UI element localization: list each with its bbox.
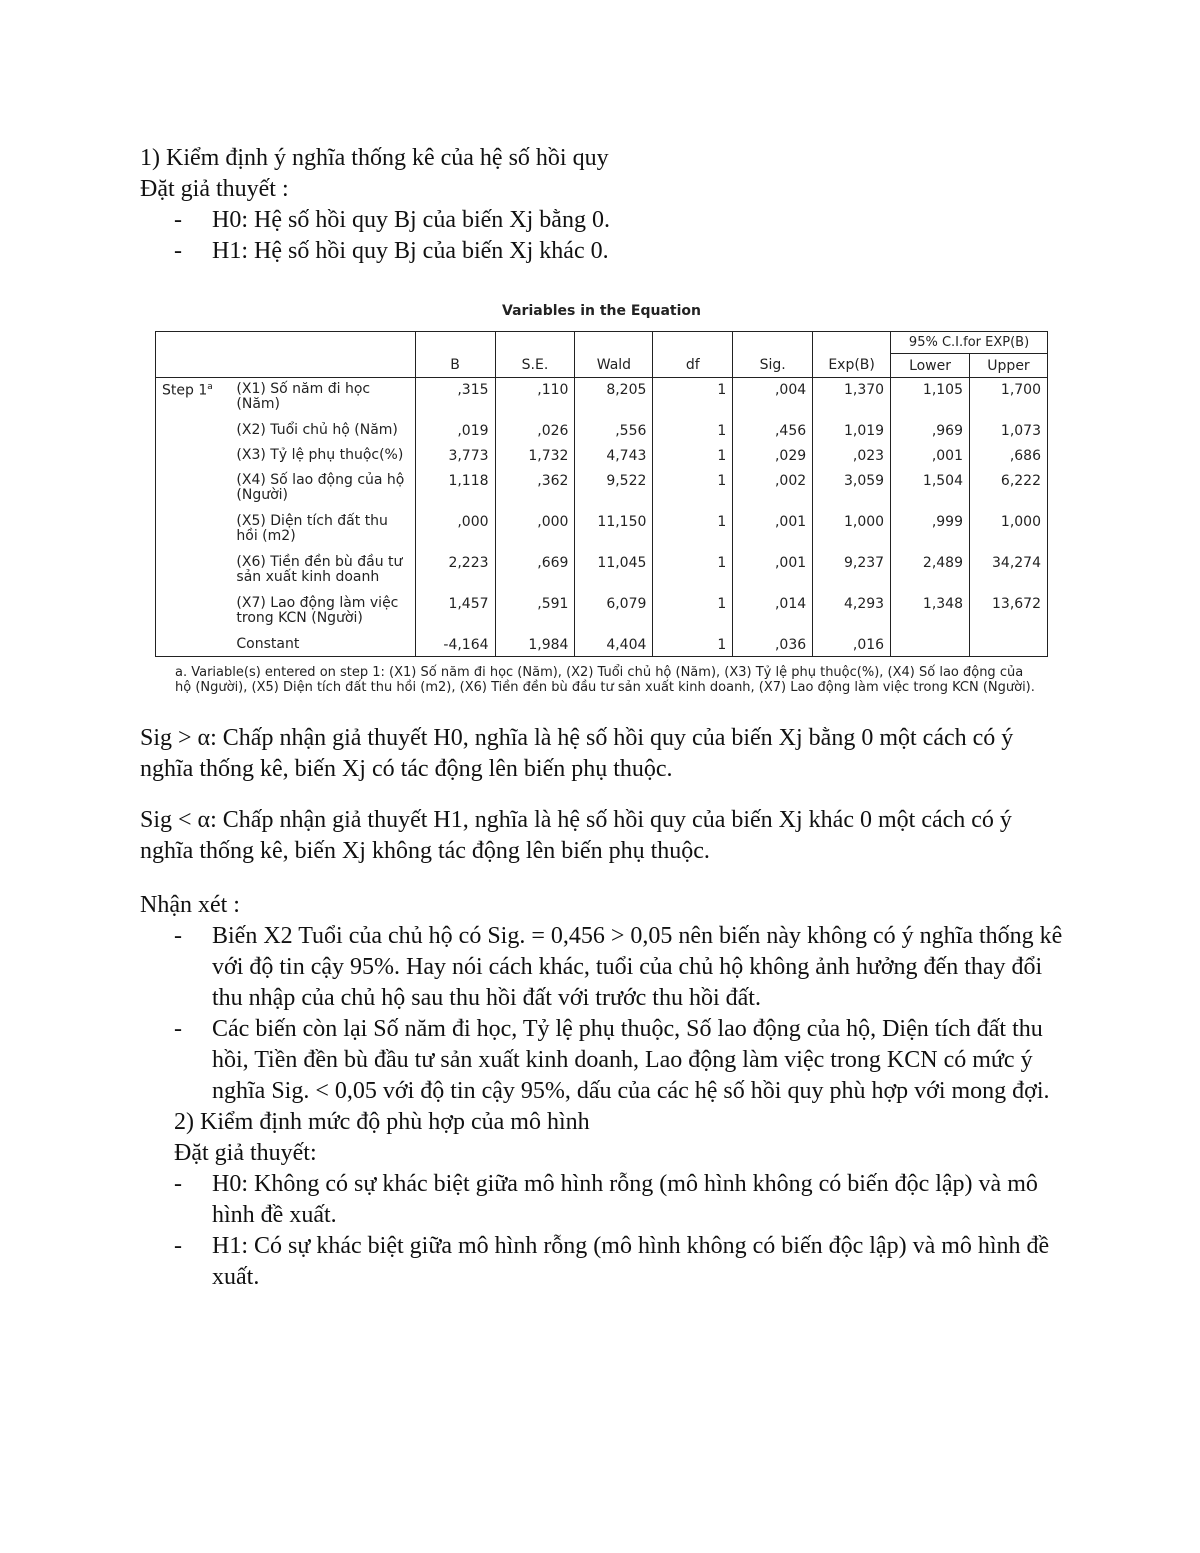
table-cell: ,000 xyxy=(415,510,495,551)
table-cell: 4,293 xyxy=(813,592,891,633)
table-cell: ,969 xyxy=(891,419,970,444)
table-row xyxy=(156,592,1048,633)
hypothesis-h1: - H1: Hệ số hồi quy Bj của biến Xj khác 0. xyxy=(140,236,1070,267)
table-cell: 3,773 xyxy=(415,444,495,469)
col-header-df: df xyxy=(653,332,733,378)
rule-h0: Sig > α: Chấp nhận giả thuyết H0, nghĩa là hệ số hồi quy của biến Xj bằng 0 một cách có ý nghĩa thống kê, biến Xj có tác động lên biến phụ thuộc. xyxy=(140,725,1014,782)
hypothesis-h0: - H0: Không có sự khác biệt giữa mô hình rỗng (mô hình không có biến độc lập) và mô hình đề xuất. xyxy=(140,1169,1070,1231)
table-cell: ,001 xyxy=(733,510,813,551)
table-cell: 1,348 xyxy=(891,592,970,633)
table-cell: 1 xyxy=(653,378,733,419)
table-cell: ,004 xyxy=(733,378,813,419)
row-label: (X6) Tiền đền bù đầu tư sản xuất kinh doanh xyxy=(236,553,403,585)
remark-item: - Các biến còn lại Số năm đi học, Tỷ lệ phụ thuộc, Số lao động của hộ, Diện tích đất thu hồi, Tiền đền bù đầu tư sản xuất kinh doanh, Lao động làm việc trong KCN có mức ý nghĩa Sig. < 0,05 với độ tin cậy 95%, dấu của các hệ số hồi quy phù hợp với mong đợi. xyxy=(140,1014,1070,1107)
table-row xyxy=(156,444,1048,469)
table-cell: 1 xyxy=(653,444,733,469)
table-cell xyxy=(970,633,1048,657)
remark-item: - Biến X2 Tuổi của chủ hộ có Sig. = 0,456 > 0,05 nên biến này không có ý nghĩa thống kê với độ tin cậy 95%. Hay nói cách khác, tuổi của chủ hộ không ảnh hưởng đến thay đổi thu nhập của chủ hộ sau thu hồi đất với trước thu hồi đất. xyxy=(140,921,1070,1014)
table-cell: 1 xyxy=(653,469,733,510)
section-1-heading: 1) Kiểm định ý nghĩa thống kê của hệ số hồi quy xyxy=(140,145,609,171)
table-row xyxy=(156,378,1048,419)
table-cell: 4,743 xyxy=(575,444,653,469)
table-cell: ,023 xyxy=(813,444,891,469)
table-cell: 13,672 xyxy=(970,592,1048,633)
remarks-list xyxy=(140,921,1070,1107)
table-cell: ,016 xyxy=(813,633,891,657)
table-cell: 1,732 xyxy=(495,444,575,469)
table-cell: ,110 xyxy=(495,378,575,419)
table-row xyxy=(156,633,1048,657)
table-cell: 1,019 xyxy=(813,419,891,444)
table-cell: 1 xyxy=(653,419,733,444)
table-cell: ,686 xyxy=(970,444,1048,469)
table-cell: 9,237 xyxy=(813,551,891,592)
table-row xyxy=(156,551,1048,592)
section-2-hypotheses xyxy=(140,1169,1070,1293)
table-cell: 1 xyxy=(653,510,733,551)
hypothesis-h1: - H1: Có sự khác biệt giữa mô hình rỗng (mô hình không có biến độc lập) và mô hình đề xuất. xyxy=(140,1231,1070,1293)
row-label: (X4) Số lao động của hộ (Người) xyxy=(236,471,405,503)
table-cell: ,556 xyxy=(575,419,653,444)
remarks-section xyxy=(140,890,1070,1293)
table-cell: 1 xyxy=(653,551,733,592)
table-cell: ,029 xyxy=(733,444,813,469)
col-header-se: S.E. xyxy=(495,332,575,378)
table-cell: ,591 xyxy=(495,592,575,633)
table-cell: ,669 xyxy=(495,551,575,592)
table-cell: 34,274 xyxy=(970,551,1048,592)
col-header-sig: Sig. xyxy=(733,332,813,378)
table-cell: ,001 xyxy=(733,551,813,592)
table-cell: 11,045 xyxy=(575,551,653,592)
variables-table xyxy=(155,331,1048,657)
table-cell: ,315 xyxy=(415,378,495,419)
table-cell: 1,457 xyxy=(415,592,495,633)
table-cell: 3,059 xyxy=(813,469,891,510)
table-cell xyxy=(891,633,970,657)
table-cell: 4,404 xyxy=(575,633,653,657)
table-row xyxy=(156,469,1048,510)
table-cell: 2,489 xyxy=(891,551,970,592)
table-cell: 1 xyxy=(653,592,733,633)
table-cell: ,001 xyxy=(891,444,970,469)
hypothesis-h0: - H0: Hệ số hồi quy Bj của biến Xj bằng 0. xyxy=(140,205,1070,236)
rule-h1: Sig < α: Chấp nhận giả thuyết H1, nghĩa là hệ số hồi quy của biến Xj khác 0 một cách có ý nghĩa thống kê, biến Xj không tác động lên biến phụ thuộc. xyxy=(140,807,1012,864)
col-header-lower: Lower xyxy=(891,354,970,378)
section-1 xyxy=(140,143,1070,267)
table-cell: -4,164 xyxy=(415,633,495,657)
table-cell: ,999 xyxy=(891,510,970,551)
row-label: (X7) Lao động làm việc trong KCN (Người) xyxy=(236,594,399,626)
remarks-label: Nhận xét : xyxy=(140,892,240,918)
table-cell: 1,118 xyxy=(415,469,495,510)
table-corner xyxy=(156,332,416,378)
table-cell: 6,079 xyxy=(575,592,653,633)
section-2-heading: 2) Kiểm định mức độ phù hợp của mô hình xyxy=(174,1109,590,1135)
table-cell: 8,205 xyxy=(575,378,653,419)
table-footnote: a. Variable(s) entered on step 1: (X1) Số năm đi học (Năm), (X2) Tuổi chủ hộ (Năm), (X3) Tỷ lệ phụ thuộc(%), (X4) Số lao động của hộ (Người), (X5) Diện tích đất thu hồi (m2), (X6) Tiền đền bù đầu tư sản xuất kinh doanh, (X7) Lao động làm việc trong KCN (Người). xyxy=(175,665,1035,695)
table-cell: ,019 xyxy=(415,419,495,444)
row-label: (X2) Tuổi chủ hộ (Năm) xyxy=(236,421,398,438)
col-header-upper: Upper xyxy=(970,354,1048,378)
col-header-expb: Exp(B) xyxy=(813,332,891,378)
table-cell: 1,370 xyxy=(813,378,891,419)
table-cell: 6,222 xyxy=(970,469,1048,510)
step-label: Step 1$^a$ xyxy=(162,382,213,399)
table-cell: 1,105 xyxy=(891,378,970,419)
col-header-wald: Wald xyxy=(575,332,653,378)
table-cell: 2,223 xyxy=(415,551,495,592)
table-cell: 11,150 xyxy=(575,510,653,551)
row-label: (X1) Số năm đi học (Năm) xyxy=(236,381,371,412)
col-header-b: B xyxy=(415,332,495,378)
table-cell: ,456 xyxy=(733,419,813,444)
table-cell: ,036 xyxy=(733,633,813,657)
decision-rules xyxy=(140,723,1070,867)
col-header-ci: 95% C.I.for EXP(B) xyxy=(891,332,1048,354)
table-cell: ,026 xyxy=(495,419,575,444)
table-cell: 9,522 xyxy=(575,469,653,510)
table-cell: 1,984 xyxy=(495,633,575,657)
table-title: Variables in the Equation xyxy=(502,303,701,319)
section-1-hypotheses xyxy=(140,205,1070,267)
section-1-hypothesis-label: Đặt giả thuyết : xyxy=(140,176,289,202)
table-row xyxy=(156,510,1048,551)
table-cell: ,014 xyxy=(733,592,813,633)
table-cell: 1,000 xyxy=(813,510,891,551)
table-row xyxy=(156,419,1048,444)
table-cell: 1,000 xyxy=(970,510,1048,551)
row-label: (X3) Tỷ lệ phụ thuộc(%) xyxy=(236,446,404,463)
table-cell: 1 xyxy=(653,633,733,657)
table-cell: ,000 xyxy=(495,510,575,551)
table-cell: ,362 xyxy=(495,469,575,510)
section-2-hypothesis-label: Đặt giả thuyết: xyxy=(174,1140,317,1166)
table-cell: ,002 xyxy=(733,469,813,510)
row-label: Constant xyxy=(236,635,300,652)
table-cell: 1,700 xyxy=(970,378,1048,419)
row-label: (X5) Diện tích đất thu hồi (m2) xyxy=(236,512,388,544)
table-cell: 1,073 xyxy=(970,419,1048,444)
table-cell: 1,504 xyxy=(891,469,970,510)
